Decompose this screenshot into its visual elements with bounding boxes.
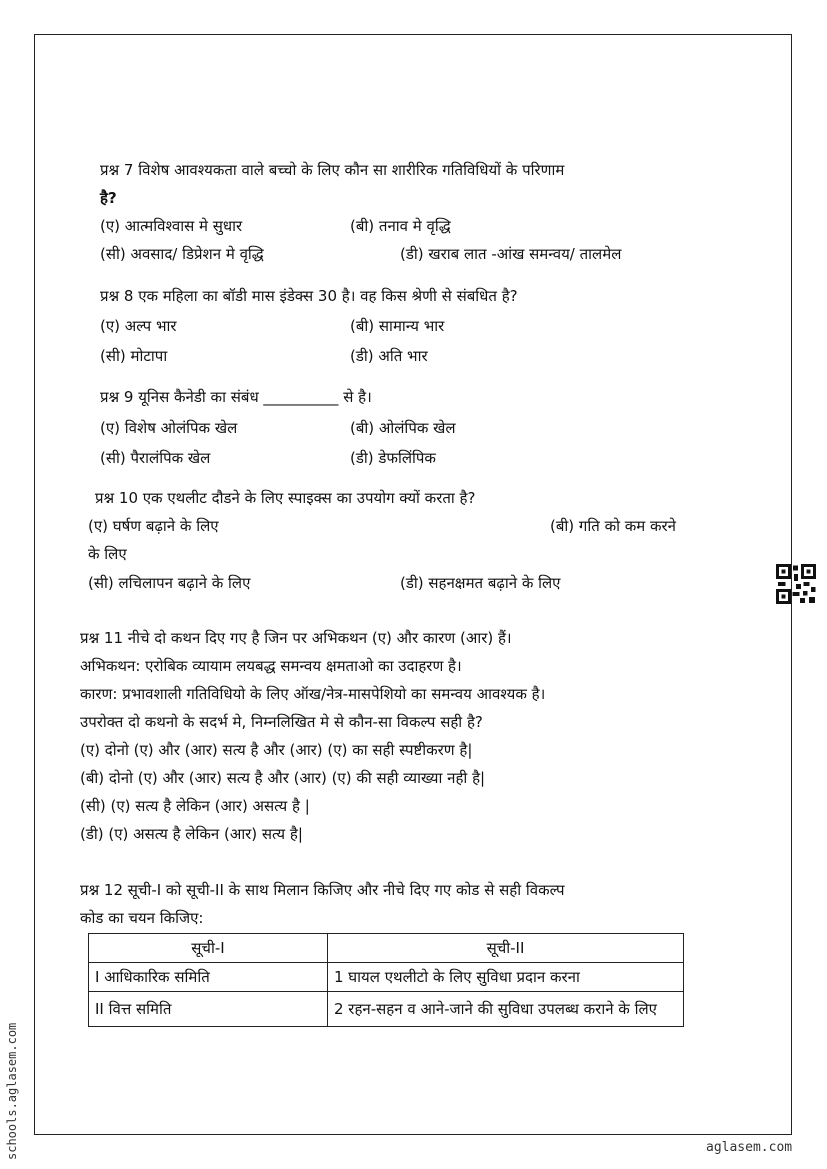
q10-option-b: (बी) गति को कम करने bbox=[550, 517, 676, 535]
q7-text-line1: प्रश्न 7 विशेष आवश्यकता वाले बच्चो के लिए कौन सा शारीरिक गतिविधियों के परिणाम bbox=[100, 161, 565, 179]
q8-option-b: (बी) सामान्य भार bbox=[350, 317, 445, 335]
table-row bbox=[89, 963, 684, 992]
matching-table bbox=[88, 933, 684, 1027]
q8-option-d: (डी) अति भार bbox=[350, 347, 428, 365]
q11-option-d: (डी) (ए) असत्य है लेकिन (आर) सत्य है| bbox=[80, 825, 303, 843]
table-cell: 2 रहन-सहन व आने-जाने की सुविधा उपलब्ध कराने के लिए bbox=[328, 992, 684, 1027]
q11-option-b: (बी) दोनो (ए) और (आर) सत्य है और (आर) (ए) की सही व्याख्या नही है| bbox=[80, 769, 486, 787]
table-header-list1: सूची-I bbox=[89, 934, 328, 963]
qr-code-icon bbox=[776, 564, 816, 604]
q8-text: प्रश्न 8 एक महिला का बॉडी मास इंडेक्स 30 है। वह किस श्रेणी से संबधित है? bbox=[100, 287, 518, 305]
q8-option-a: (ए) अल्प भार bbox=[100, 317, 177, 335]
q9-option-c: (सी) पैरालंपिक खेल bbox=[100, 449, 211, 467]
table-cell: I आधिकारिक समिति bbox=[89, 963, 328, 992]
q11-option-a: (ए) दोनो (ए) और (आर) सत्य है और (आर) (ए) का सही स्पष्टीकरण है| bbox=[80, 741, 473, 759]
q11-line1: प्रश्न 11 नीचे दो कथन दिए गए है जिन पर अभिकथन (ए) और कारण (आर) हैं। bbox=[80, 629, 512, 647]
q11-option-c: (सी) (ए) सत्य है लेकिन (आर) असत्य है | bbox=[80, 797, 310, 815]
table-header-list2: सूची-II bbox=[328, 934, 684, 963]
q7-option-a: (ए) आत्मविश्वास मे सुधार bbox=[100, 217, 243, 235]
q10-option-a: (ए) घर्षण बढ़ाने के लिए bbox=[88, 517, 219, 535]
q10-option-c: (सी) लचिलापन बढ़ाने के लिए bbox=[88, 574, 251, 592]
footer-watermark: aglasem.com bbox=[706, 1140, 793, 1155]
q12-line1: प्रश्न 12 सूची-I को सूची-II के साथ मिलान किजिए और नीचे दिए गए कोड से सही विकल्प bbox=[80, 881, 565, 899]
q12-line2: कोड का चयन किजिए: bbox=[80, 909, 204, 927]
q11-assertion: अभिकथन: एरोबिक व्यायाम लयबद्ध समन्वय क्षमताओ का उदाहरण है। bbox=[80, 657, 462, 675]
q7-option-b: (बी) तनाव मे वृद्धि bbox=[350, 217, 451, 235]
q11-prompt: उपरोक्त दो कथनो के सदर्भ मे, निम्नलिखित मे से कौन-सा विकल्प सही है? bbox=[80, 713, 483, 731]
q11-reason: कारण: प्रभावशाली गतिविधियो के लिए ऑख/नेत्र-मासपेशियो का समन्वय आवश्यक है। bbox=[80, 685, 546, 703]
q10-option-d: (डी) सहनक्षमत बढ़ाने के लिए bbox=[400, 574, 561, 592]
table-row bbox=[89, 992, 684, 1027]
q9-option-d: (डी) डेफलिंपिक bbox=[350, 449, 436, 467]
q9-text: प्रश्न 9 यूनिस कैनेडी का संबंध __________ से है। bbox=[100, 388, 372, 406]
side-watermark: schools.aglasem.com bbox=[5, 1022, 19, 1160]
q7-text-line2: है? bbox=[100, 189, 117, 207]
q7-option-d: (डी) खराब लात -आंख समन्वय/ तालमेल bbox=[400, 245, 622, 263]
table-cell: II वित्त समिति bbox=[89, 992, 328, 1027]
table-cell: 1 घायल एथलीटो के लिए सुविधा प्रदान करना bbox=[328, 963, 684, 992]
q7-option-c: (सी) अवसाद/ डिप्रेशन मे वृद्धि bbox=[100, 245, 264, 263]
q10-option-b-cont: के लिए bbox=[88, 545, 127, 563]
q9-option-b: (बी) ओलंपिक खेल bbox=[350, 419, 456, 437]
q9-option-a: (ए) विशेष ओलंपिक खेल bbox=[100, 419, 238, 437]
q8-option-c: (सी) मोटापा bbox=[100, 347, 168, 365]
q10-text: प्रश्न 10 एक एथलीट दौडने के लिए स्पाइक्स का उपयोग क्यों करता है? bbox=[95, 489, 476, 507]
